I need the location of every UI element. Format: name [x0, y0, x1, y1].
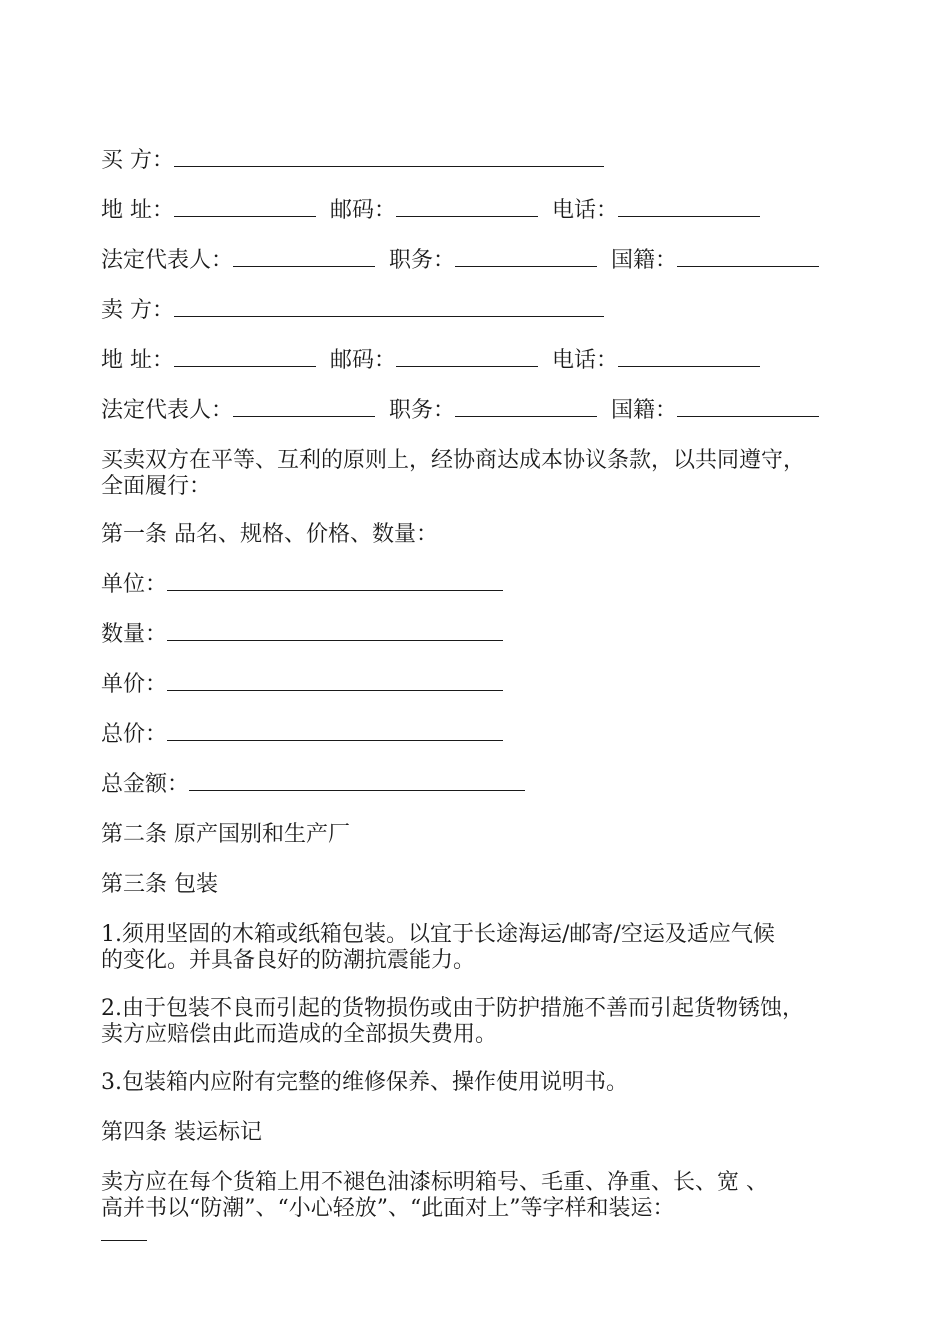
seller-address-label: 地 址： [101, 348, 174, 373]
total-price-label: 总价： [101, 722, 168, 747]
shipping-mark-paragraph [101, 1170, 861, 1241]
seller-party-row [101, 298, 604, 324]
seller-rep-row [101, 398, 819, 424]
seller-rep-blank[interactable] [233, 398, 375, 417]
total-price-blank[interactable] [167, 722, 503, 741]
packaging-item-1-line-2: 的变化。并具备良好的防潮抗震能力。 [101, 948, 476, 973]
shipping-mark-line-2-wrap [101, 1196, 861, 1241]
buyer-party-label: 买 方： [101, 148, 174, 173]
intro-line-2: 全面履行： [101, 474, 212, 499]
article1-heading: 第一条 品名、规格、价格、数量： [101, 522, 438, 547]
packaging-item-2 [101, 996, 861, 1048]
total-amount-row [101, 772, 525, 798]
unit-label: 单位： [101, 572, 168, 597]
total-amount-blank[interactable] [189, 772, 525, 791]
seller-phone-label: 电话： [552, 348, 619, 373]
unit-price-label: 单价： [101, 672, 168, 697]
buyer-position-blank[interactable] [455, 248, 597, 267]
shipping-mark-blank[interactable] [101, 1222, 147, 1241]
unit-price-row [101, 672, 503, 698]
unit-price-blank[interactable] [167, 672, 503, 691]
seller-nationality-blank[interactable] [677, 398, 819, 417]
buyer-position-label: 职务： [389, 248, 456, 273]
shipping-mark-line-2: 高并书以“防潮”、“小心轻放”、“此面对上”等字样和装运： [101, 1196, 675, 1221]
buyer-party-blank[interactable] [174, 148, 604, 167]
buyer-nationality-label: 国籍： [611, 248, 678, 273]
seller-postcode-blank[interactable] [396, 348, 538, 367]
buyer-party-row [101, 148, 604, 174]
seller-address-row [101, 348, 760, 374]
unit-row [101, 572, 503, 598]
buyer-phone-label: 电话： [552, 198, 619, 223]
seller-phone-blank[interactable] [618, 348, 760, 367]
intro-line-1: 买卖双方在平等、互利的原则上，经协商达成本协议条款，以共同遵守， [101, 448, 806, 473]
seller-party-blank[interactable] [174, 298, 604, 317]
buyer-address-blank[interactable] [174, 198, 316, 217]
packaging-item-1-line-1: 1.须用坚固的木箱或纸箱包装。以宜于长途海运/邮寄/空运及适应气候 [101, 922, 775, 947]
packaging-item-2-line-1: 2.由于包装不良而引起的货物损伤或由于防护措施不善而引起货物锈蚀， [101, 996, 804, 1021]
packaging-item-2-line-2: 卖方应赔偿由此而造成的全部损失费用。 [101, 1022, 498, 1047]
unit-blank[interactable] [167, 572, 503, 591]
article2-heading: 第二条 原产国别和生产厂 [101, 822, 350, 847]
buyer-postcode-blank[interactable] [396, 198, 538, 217]
quantity-label: 数量： [101, 622, 168, 647]
buyer-phone-blank[interactable] [618, 198, 760, 217]
total-amount-label: 总金额： [101, 772, 190, 797]
seller-address-blank[interactable] [174, 348, 316, 367]
quantity-row [101, 622, 503, 648]
packaging-item-3: 3.包装箱内应附有完整的维修保养、操作使用说明书。 [101, 1070, 628, 1095]
buyer-postcode-label: 邮码： [330, 198, 397, 223]
seller-nationality-label: 国籍： [611, 398, 678, 423]
seller-party-label: 卖 方： [101, 298, 174, 323]
seller-rep-label: 法定代表人： [101, 398, 234, 423]
article4-heading: 第四条 装运标记 [101, 1120, 262, 1145]
quantity-blank[interactable] [167, 622, 503, 641]
buyer-address-label: 地 址： [101, 198, 174, 223]
seller-position-blank[interactable] [455, 398, 597, 417]
packaging-item-1 [101, 922, 861, 974]
total-price-row [101, 722, 503, 748]
seller-position-label: 职务： [389, 398, 456, 423]
seller-postcode-label: 邮码： [330, 348, 397, 373]
article3-heading: 第三条 包装 [101, 872, 218, 897]
intro-paragraph [101, 448, 861, 500]
buyer-rep-label: 法定代表人： [101, 248, 234, 273]
buyer-address-row [101, 198, 760, 224]
buyer-rep-blank[interactable] [233, 248, 375, 267]
buyer-nationality-blank[interactable] [677, 248, 819, 267]
shipping-mark-line-1: 卖方应在每个货箱上用不褪色油漆标明箱号、毛重、净重、长、宽 、 [101, 1170, 768, 1195]
buyer-rep-row [101, 248, 819, 274]
